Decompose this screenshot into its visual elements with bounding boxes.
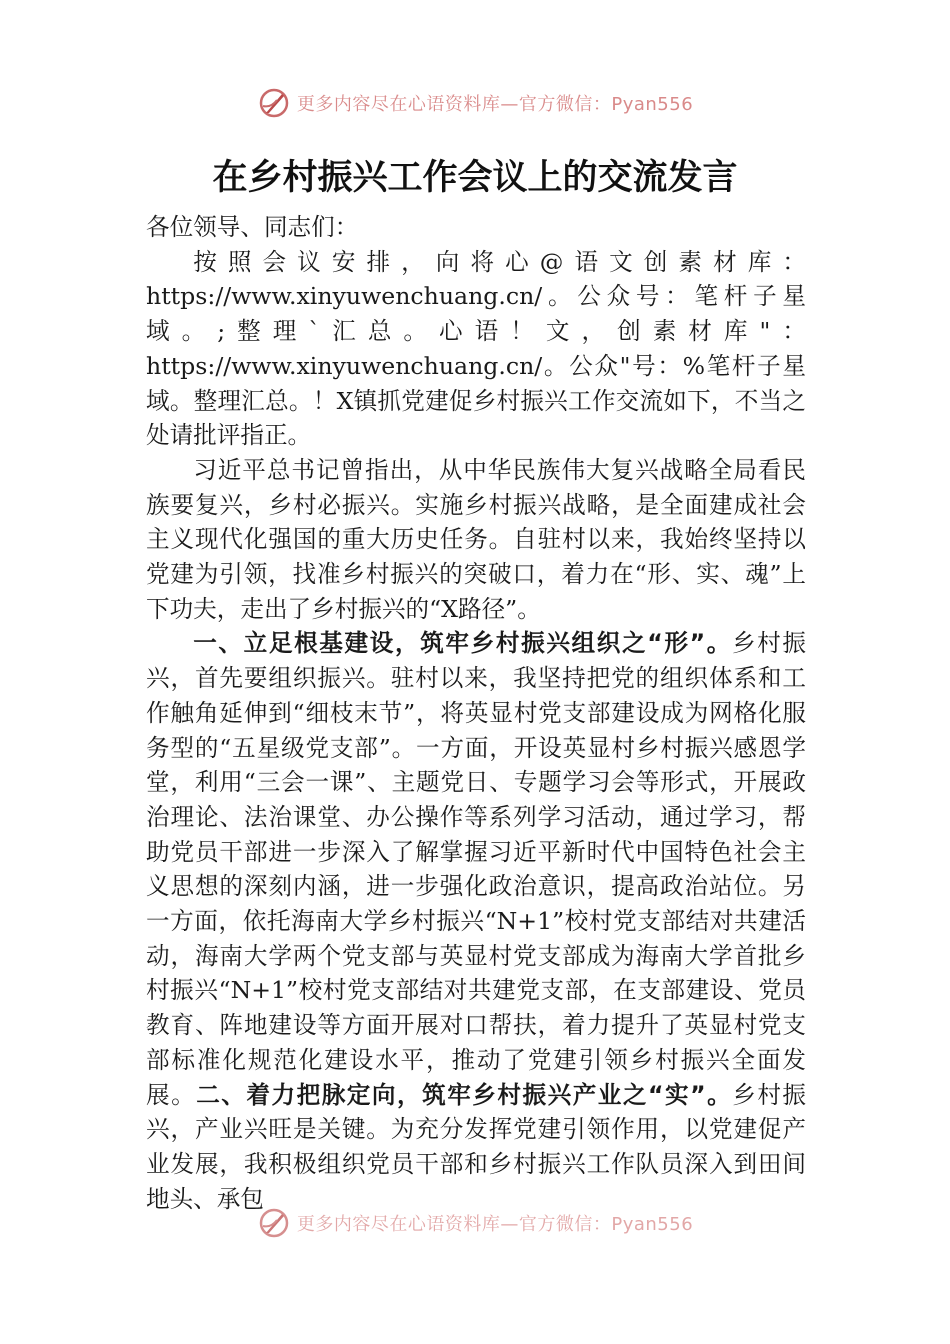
quill-pen-circle-icon (257, 86, 291, 120)
salutation: 各位领导、同志们： (146, 213, 359, 241)
section-one-body: 乡村振兴，首先要组织振兴。驻村以来，我坚持把党的组织体系和工作触角延伸到“细枝末节”，将英显村党支部建设成为网格化服务型的“五星级党支部”。一方面，开设英显村乡村振兴感恩学堂，利用“三会一课”、主题党日、专题学习会等形式，开展政治理论、法治课堂、办公操作等系列学习活动，通过学习，帮助党员干部进一步深入了解掌握习近平新时代中国特色社会主义思想的深刻内涵，进一步强化政治意识，提高政治站位。另一方面，依托海南大学乡村振兴“N+1”校村党支部结对共建活动，海南大学两个党支部与英显村党支部成为海南大学首批乡村振兴“N+1”校村党支部结对共建党支部，在支部建设、党员教育、阵地建设等方面开展对口帮扶，着力提升了英显村党支部标准化规范化建设水平，推动了党建引领乡村振兴全面发展。 (146, 629, 806, 1109)
paragraph-section-one (146, 626, 806, 1216)
paragraph-intro: 按照会议安排，向将心@语文创素材库：https://www.xinyuwenchuang.cn/。公众号：笔杆子星域。;整理`汇总。心语！文，创素材库"：https://www.xinyuwenchuang.cn/。公众"号：%笔杆子星域。整理汇总。！X镇抓党建促乡村振兴工作交流如下，不当之处请批评指正。 (146, 247, 806, 450)
paragraph-background: 习近平总书记曾指出，从中华民族伟大复兴战略全局看民族要复兴，乡村必振兴。实施乡村振兴战略，是全面建成社会主义现代化强国的重大历史任务。自驻村以来，我始终坚持以党建为引领，找准乡村振兴的突破口，着力在“形、实、魂”上下功夫，走出了乡村振兴的“X路径”。 (146, 455, 806, 623)
section-two-body: 乡村振兴，产业兴旺是关键。为充分发挥党建引领作用，以党建促产业发展，我积极组织党员干部和乡村振兴工作队员深入到田间地头、承包 (146, 1080, 807, 1213)
watermark-footer (0, 1206, 950, 1240)
watermark-text: 更多内容尽在心语资料库—官方微信：Pyan556 (296, 1214, 694, 1235)
quill-pen-circle-icon (257, 1206, 291, 1240)
page-title: 在乡村振兴工作会议上的交流发言 (212, 157, 738, 198)
section-two-heading: 二、着力把脉定向，筑牢乡村振兴产业之“实”。 (196, 1080, 733, 1109)
watermark-header (0, 86, 950, 120)
section-one-heading: 一、立足根基建设，筑牢乡村振兴组织之“形”。 (193, 629, 732, 658)
document-body (146, 210, 806, 1216)
watermark-text: 更多内容尽在心语资料库—官方微信：Pyan556 (296, 94, 694, 115)
